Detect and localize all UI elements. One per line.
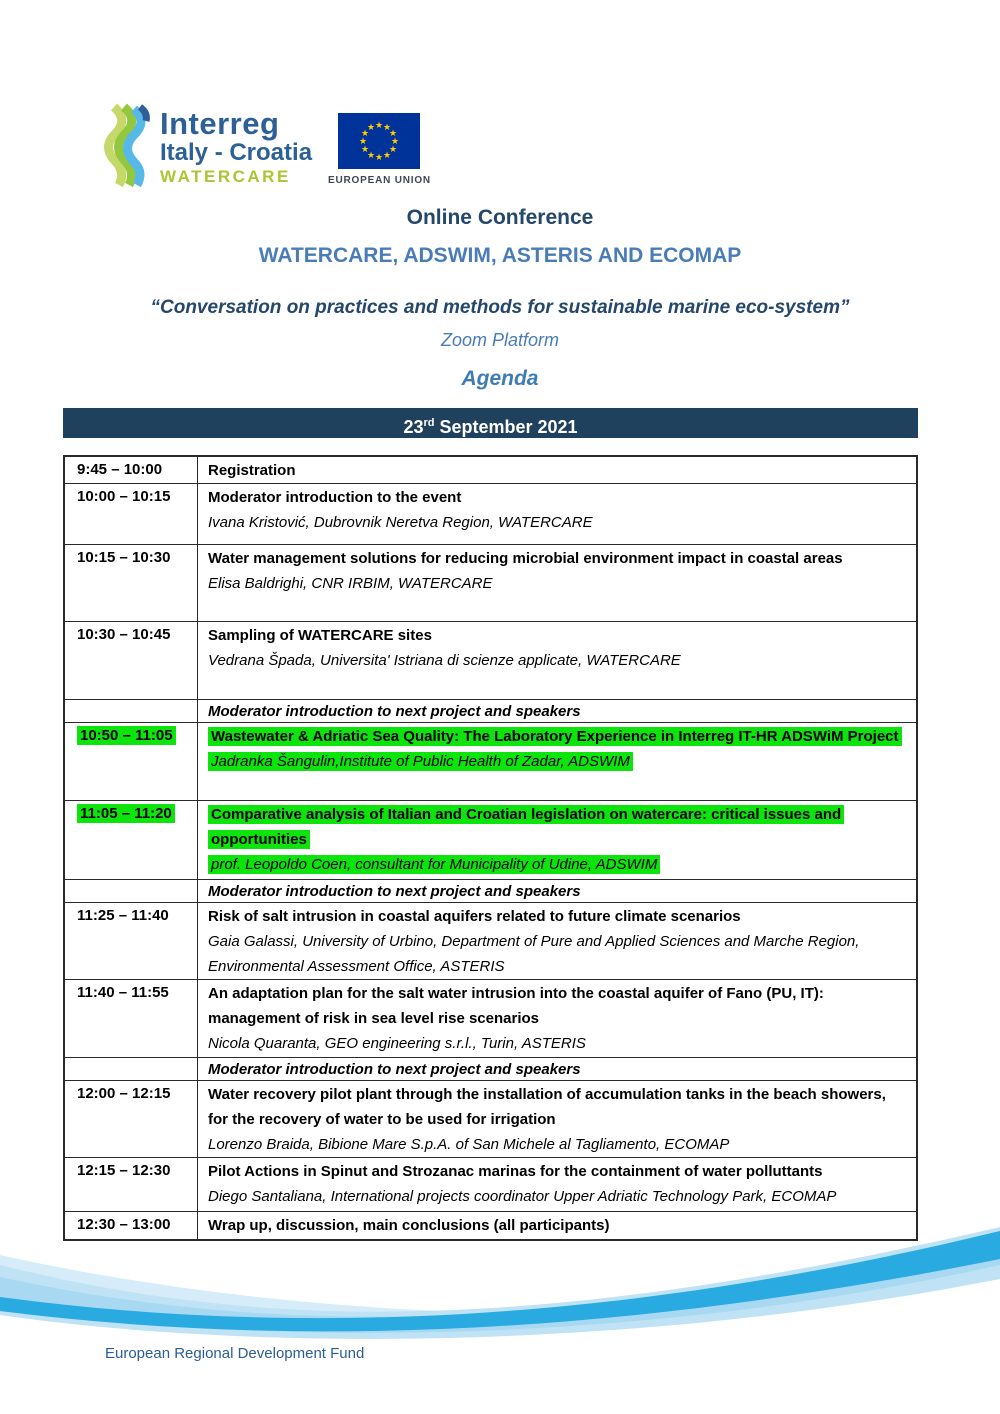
table-row: [65, 621, 916, 699]
agenda-title: Sampling of WATERCARE sites: [208, 627, 432, 644]
agenda-speaker: Vedrana Špada, Universita' Istriana di scienze applicate, WATERCARE: [208, 652, 681, 669]
page-title: Online Conference: [406, 206, 594, 229]
svg-text:★: ★: [383, 150, 392, 160]
table-row-highlighted: [65, 800, 916, 879]
agenda-content: [198, 545, 916, 621]
moderator-note: Moderator introduction to next project and speakers: [208, 703, 581, 720]
table-row: [65, 457, 916, 483]
logo-program: Italy - Croatia: [160, 139, 313, 166]
svg-text:★: ★: [389, 128, 398, 138]
table-row: [65, 1157, 916, 1211]
agenda-title: Comparative analysis of Italian and Croatian legislation on watercare: critical issues and opportunities: [208, 802, 904, 852]
agenda-time: 10:30 – 10:45: [65, 622, 198, 699]
agenda-time: 12:30 – 13:00: [65, 1212, 198, 1239]
agenda-title: Pilot Actions in Spinut and Strozanac marinas for the containment of water polluttants: [208, 1163, 823, 1180]
svg-text:★: ★: [367, 150, 376, 160]
agenda-speaker: Diego Santaliana, International projects coordinator Upper Adriatic Technology Park, ECOMAP: [208, 1188, 837, 1205]
agenda-speaker: prof. Leopoldo Coen, consultant for Municipality of Udine, ADSWIM: [208, 852, 904, 877]
agenda-title: Risk of salt intrusion in coastal aquifers related to future climate scenarios: [208, 908, 741, 925]
table-row-moderator: [65, 699, 916, 722]
agenda-content: [198, 723, 916, 800]
agenda-time: [65, 700, 198, 722]
agenda-table: [63, 455, 918, 1241]
projects-title: WATERCARE, ADSWIM, ASTERIS AND ECOMAP: [258, 244, 742, 267]
agenda-speaker: Ivana Kristović, Dubrovnik Neretva Region, WATERCARE: [208, 514, 593, 531]
agenda-speaker: Lorenzo Braida, Bibione Mare S.p.A. of San Michele al Tagliamento, ECOMAP: [208, 1136, 730, 1153]
agenda-content: [198, 622, 916, 699]
agenda-content: [198, 484, 916, 544]
agenda-time: 11:05 – 11:20: [65, 801, 198, 879]
agenda-time: [65, 1058, 198, 1080]
agenda-title: Moderator introduction to the event: [208, 489, 462, 506]
date-rest: September 2021: [434, 417, 578, 437]
svg-text:★: ★: [383, 122, 392, 132]
table-row-moderator: [65, 879, 916, 902]
agenda-time: 10:50 – 11:05: [65, 723, 198, 800]
date-header-bar: [63, 408, 918, 438]
agenda-time: 12:15 – 12:30: [65, 1158, 198, 1211]
platform-label: Zoom Platform: [440, 330, 560, 350]
svg-text:★: ★: [375, 152, 384, 162]
agenda-time: 9:45 – 10:00: [65, 457, 198, 483]
agenda-time: 11:40 – 11:55: [65, 980, 198, 1057]
moderator-note: Moderator introduction to next project and speakers: [208, 883, 581, 900]
moderator-note: Moderator introduction to next project and speakers: [208, 1061, 581, 1078]
conference-subtitle: “Conversation on practices and methods for sustainable marine eco-system”: [150, 297, 850, 318]
agenda-time: 10:15 – 10:30: [65, 545, 198, 621]
eu-caption: EUROPEAN UNION: [328, 175, 431, 186]
agenda-time: [65, 880, 198, 902]
agenda-heading: Agenda: [461, 367, 539, 390]
agenda-content: [198, 457, 916, 483]
svg-text:★: ★: [391, 136, 400, 146]
agenda-time: 12:00 – 12:15: [65, 1081, 198, 1157]
svg-text:★: ★: [359, 136, 368, 146]
logo-text: [160, 106, 313, 188]
svg-text:★: ★: [389, 144, 398, 154]
agenda-speaker: Nicola Quaranta, GEO engineering s.r.l., Turin, ASTERIS: [208, 1035, 586, 1052]
agenda-title: Wastewater & Adriatic Sea Quality: The Laboratory Experience in Interreg IT-HR ADSWiM Project: [208, 724, 904, 749]
eu-flag-icon: [338, 113, 420, 169]
agenda-content: [198, 880, 916, 902]
table-row-highlighted: [65, 722, 916, 800]
agenda-content: [198, 903, 916, 979]
logo-block: [100, 103, 431, 191]
table-row: [65, 979, 916, 1057]
fund-label: European Regional Development Fund: [105, 1345, 365, 1362]
agenda-content: [198, 1058, 916, 1080]
agenda-speaker: Jadranka Šangulin,Institute of Public Health of Zadar, ADSWIM: [208, 749, 904, 774]
eu-flag-block: [328, 113, 431, 186]
svg-text:★: ★: [361, 128, 370, 138]
svg-text:★: ★: [375, 120, 384, 130]
agenda-content: [198, 1158, 916, 1211]
agenda-time: 10:00 – 10:15: [65, 484, 198, 544]
table-row: [65, 544, 916, 621]
svg-text:★: ★: [361, 144, 370, 154]
agenda-content: [198, 1081, 916, 1157]
table-row-moderator: [65, 1057, 916, 1080]
agenda-time: 11:25 – 11:40: [65, 903, 198, 979]
table-row: [65, 902, 916, 979]
logo-project: WATERCARE: [160, 167, 291, 186]
agenda-title: Wrap up, discussion, main conclusions (all participants): [208, 1217, 610, 1234]
agenda-title: Water recovery pilot plant through the installation of accumulation tanks in the beach showers, for the recovery of water to be used for irrigation: [208, 1086, 886, 1128]
date-day: 23: [403, 417, 424, 437]
date-suffix: rd: [423, 417, 435, 429]
agenda-content: [198, 980, 916, 1057]
agenda-speaker: Gaia Galassi, University of Urbino, Department of Pure and Applied Sciences and Marche Region, Environmental Assessment Office, ASTERIS: [208, 933, 860, 975]
interreg-wave-icon: [100, 103, 152, 191]
agenda-speaker: Elisa Baldrighi, CNR IRBIM, WATERCARE: [208, 575, 493, 592]
table-row: [65, 483, 916, 544]
svg-text:★: ★: [367, 122, 376, 132]
logo-brand: Interreg: [160, 106, 280, 141]
agenda-content: [198, 700, 916, 722]
table-row: [65, 1080, 916, 1157]
agenda-title: Water management solutions for reducing microbial environment impact in coastal areas: [208, 550, 843, 567]
agenda-title: An adaptation plan for the salt water intrusion into the coastal aquifer of Fano (PU, IT): management of risk in sea level rise scenarios: [208, 985, 824, 1027]
agenda-title: Registration: [208, 462, 296, 479]
agenda-content: [198, 801, 916, 879]
